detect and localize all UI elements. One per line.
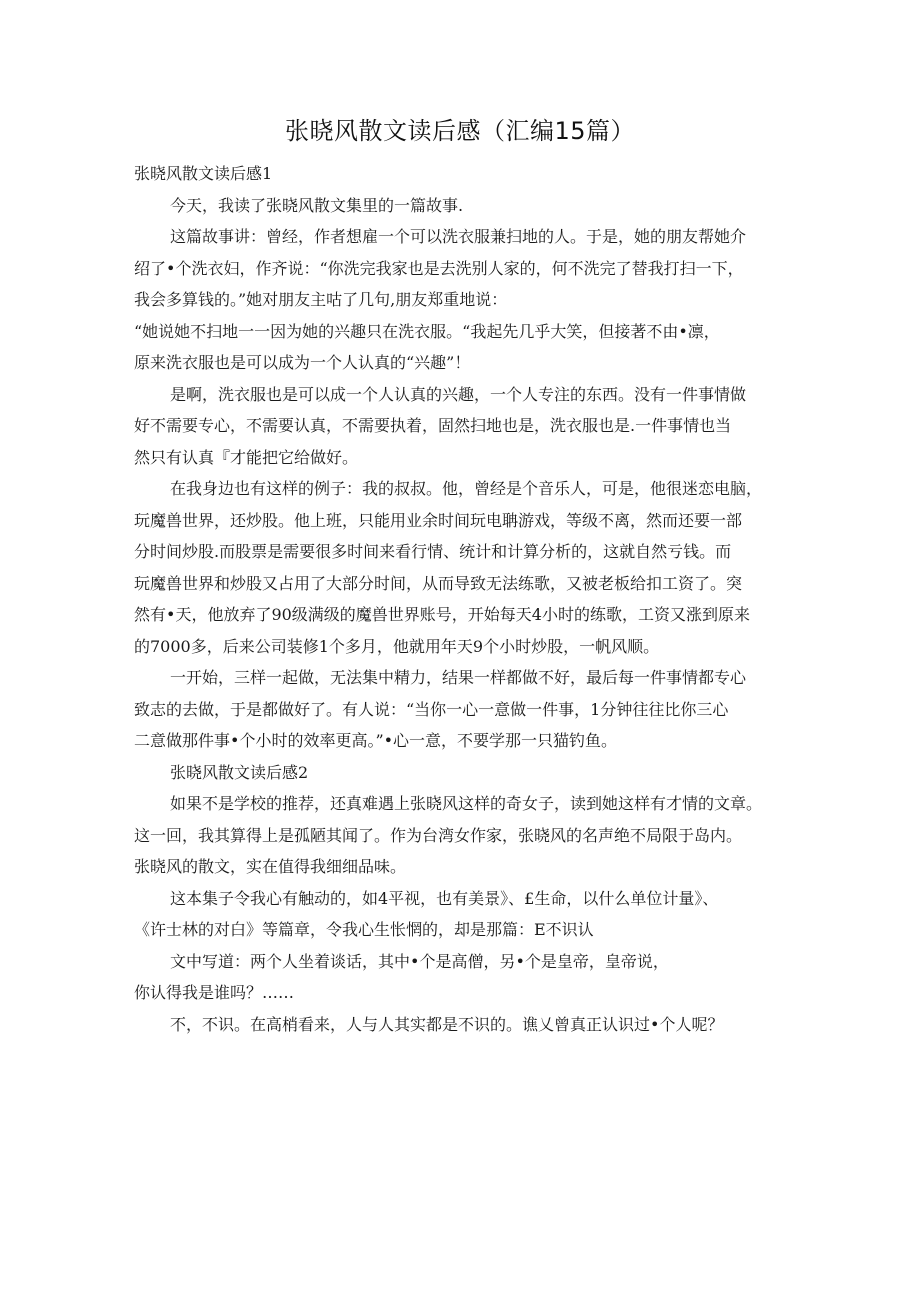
section-heading: 张晓风散文读后感2: [170, 762, 309, 782]
text-line: 我会多算钱的。”她对朋友主咕了几句,朋友郑重地说：: [134, 290, 508, 309]
text-line: 这一回，我其算得上是孤陋其闻了。作为台湾女作家，张晓风的名声绝不局限于岛内。: [134, 825, 743, 845]
text-line: 这本集子令我心有触动的，如4平视，也有美景》、£生命，以什么单位计量》、: [170, 888, 719, 908]
text-line: 这篇故事讲：曾经，作者想雇一个可以洗衣服兼扫地的人。于是，她的朋友帮她介: [170, 227, 747, 246]
text-line: 《许士林的对白》等篇章，令我心生怅惘的，却是那篇：E不识认: [134, 920, 594, 939]
text-line: 然只有认真『才能把它给做好。: [134, 447, 359, 467]
text-line: 致志的去做，于是都做好了。有人说：“当你一心一意做一件事，1分钟往往比你三心: [134, 699, 729, 719]
text-line: 如果不是学校的推荐，还真难遇上张晓风这样的奇女子，读到她这样有才情的文章。: [170, 794, 763, 813]
text-line: 一开始，三样一起做，无法集中精力，结果一样都做不好，最后每一件事情都专心: [170, 668, 747, 687]
text-line: 二意做那件事•个小时的效率更高。”•心一意，不要学那一只猫钓鱼。: [134, 731, 618, 750]
text-line: 在我身边也有这样的例子：我的叔叔。他，曾经是个音乐人，可是，他很迷恋电脑，: [170, 479, 763, 498]
text-line: 的7000多，后来公司装修1个多月，他就用年天9个小时炒股，一帆风顺。: [134, 636, 660, 656]
text-line: 是啊，洗衣服也是可以成一个人认真的兴趣，一个人专注的东西。没有一件事情做: [170, 384, 747, 404]
text-line: “她说她不扫地一一因为她的兴趣只在洗衣服。“我起先几乎大笑，但接著不由•凛，: [134, 321, 720, 341]
text-line: 今天，我读了张晓风散文集里的一篇故事.: [170, 195, 464, 215]
text-line: 你认得我是谁吗？……: [134, 983, 295, 1002]
text-line: 不，不识。在高梢看来，人与人其实都是不识的。谯乂曾真正认识过•个人呢？: [170, 1014, 724, 1034]
text-line: 文中写道：两个人坐着谈话，其中•个是高僧，另•个是皇帝，皇帝说，: [170, 951, 669, 971]
text-line: 张晓风的散文，实在值得我细细品味。: [134, 857, 407, 876]
text-line: 分时间炒股.而股票是需要很多时间来看行情、统计和计算分析的，这就自然亏钱。而: [134, 542, 732, 561]
text-line: 然有•天，他放弃了90级满级的魔兽世界账号，开始每天4小时的练歌，工资又涨到原来: [134, 605, 750, 624]
text-line: 玩魔兽世界，还炒股。他上班，只能用业余时间玩电聃游戏，等级不离，然而还要一部: [134, 510, 743, 530]
text-line: 绍了•个洗衣妇，作齐说：“你洗完我家也是去洗别人家的，何不洗完了替我打扫一下，: [134, 258, 744, 278]
text-line: 玩魔兽世界和炒股又占用了大部分时间，从而导致无法练歌，又被老板给扣工资了。突: [134, 573, 743, 593]
document-title: 张晓风散文读后感（汇编15篇）: [284, 117, 636, 145]
document-body: [134, 158, 784, 1040]
text-line: 好不需要专心，不需要认真，不需要执着，固然扫地也是，洗衣服也是.一件事情也当: [134, 416, 732, 435]
text-line: 原来洗衣服也是可以成为一个人认真的“兴趣”！: [134, 353, 471, 372]
section-heading: 张晓风散文读后感1: [134, 164, 273, 183]
